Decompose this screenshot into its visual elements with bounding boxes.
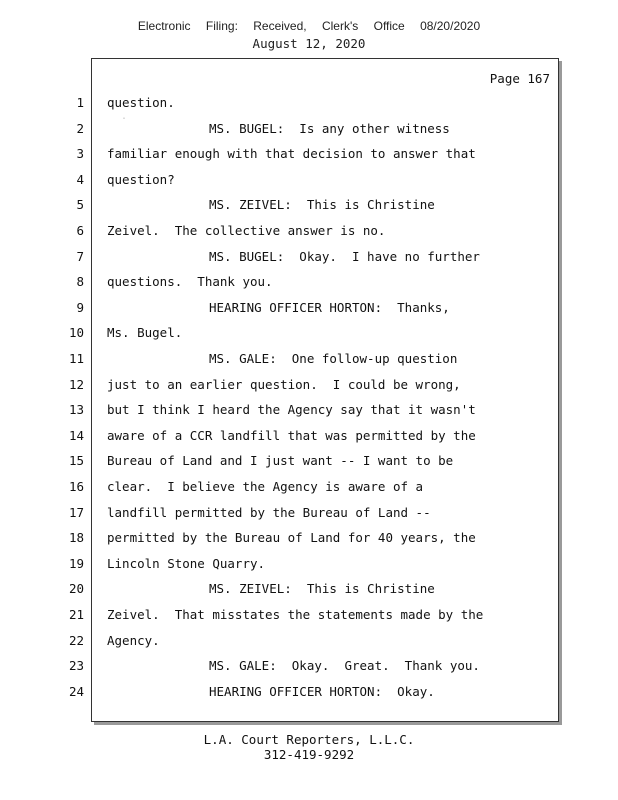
- line-text: MS. GALE: Okay. Great. Thank you.: [209, 658, 480, 674]
- line-text: MS. ZEIVEL: This is Christine: [209, 197, 435, 213]
- page-number: Page 167: [489, 71, 550, 86]
- line-number: 3: [76, 146, 84, 162]
- hearing-date: August 12, 2020: [252, 36, 366, 51]
- transcript-line: [0, 683, 618, 701]
- reporter-footer: [0, 732, 618, 762]
- transcript-line: [0, 120, 618, 138]
- filing-word: Clerk's: [321, 19, 359, 33]
- line-text: aware of a CCR landfill that was permitted by the: [107, 427, 476, 443]
- transcript-line: [0, 324, 618, 342]
- line-number: 6: [76, 223, 84, 238]
- line-number: 21: [68, 607, 84, 622]
- line-text: Zeivel. That misstates the statements made by the: [107, 607, 484, 622]
- line-number: 11: [68, 351, 84, 366]
- line-text: landfill permitted by the Bureau of Land --: [107, 504, 431, 520]
- line-number: 14: [68, 427, 84, 443]
- transcript-line: [0, 580, 618, 598]
- line-number: 24: [68, 683, 84, 699]
- reporter-phone: 312-419-9292: [263, 747, 355, 762]
- transcript-line: [0, 273, 618, 291]
- filing-word: Electronic: [137, 19, 191, 33]
- line-text: Zeivel. The collective answer is no.: [107, 223, 386, 238]
- line-number: 17: [68, 504, 84, 520]
- transcript-line: [0, 401, 618, 419]
- line-number: 7: [76, 248, 84, 264]
- line-text: clear. I believe the Agency is aware of a: [107, 479, 424, 494]
- transcript-line: [0, 504, 618, 522]
- line-number: 12: [68, 376, 84, 392]
- line-number: 9: [76, 299, 84, 315]
- line-number: 20: [68, 581, 84, 597]
- reporter-company: L.A. Court Reporters, L.L.C.: [203, 732, 415, 747]
- line-text: MS. BUGEL: Okay. I have no further: [209, 248, 480, 264]
- line-text: Agency.: [107, 632, 160, 648]
- transcript-line: [0, 299, 618, 317]
- line-text: question?: [107, 171, 175, 187]
- line-text: Ms. Bugel.: [107, 325, 183, 341]
- transcript-line: [0, 555, 618, 573]
- filing-stamp: [0, 18, 618, 35]
- transcript-line: [0, 478, 618, 496]
- line-text: Lincoln Stone Quarry.: [107, 555, 266, 571]
- line-text: but I think I heard the Agency say that it wasn't: [107, 402, 476, 418]
- line-text: MS. ZEIVEL: This is Christine: [209, 581, 435, 597]
- filing-word: 08/20/2020: [420, 19, 481, 33]
- line-number: 8: [76, 274, 84, 290]
- line-number: 5: [76, 197, 84, 213]
- stray-mark: ˙: [122, 117, 126, 126]
- line-number: 18: [68, 530, 84, 546]
- line-text: Bureau of Land and I just want -- I want to be: [107, 453, 454, 469]
- filing-header: [0, 18, 618, 52]
- line-number: 15: [68, 453, 84, 469]
- transcript-line: [0, 145, 618, 163]
- transcript-line: [0, 171, 618, 189]
- line-number: 13: [68, 402, 84, 418]
- line-text: MS. GALE: One follow-up question: [209, 351, 458, 366]
- line-number: 1: [76, 95, 84, 110]
- transcript-line: [0, 196, 618, 214]
- transcript-line: [0, 452, 618, 470]
- line-text: familiar enough with that decision to answer that: [107, 146, 476, 162]
- transcript-line: [0, 529, 618, 547]
- line-text: HEARING OFFICER HORTON: Okay.: [209, 683, 435, 699]
- line-text: HEARING OFFICER HORTON: Thanks,: [209, 299, 450, 315]
- line-number: 23: [68, 658, 84, 674]
- line-text: questions. Thank you.: [107, 274, 273, 290]
- line-text: permitted by the Bureau of Land for 40 years, the: [107, 530, 476, 546]
- transcript-line: [0, 222, 618, 240]
- transcript-line: [0, 376, 618, 394]
- line-number: 16: [68, 479, 84, 494]
- line-number: 10: [68, 325, 84, 341]
- line-number: 22: [68, 632, 84, 648]
- transcript-line: [0, 94, 618, 112]
- line-text: question.: [107, 95, 175, 110]
- filing-word: Received,: [253, 19, 307, 33]
- transcript-line: [0, 632, 618, 650]
- line-number: 4: [76, 171, 84, 187]
- transcript-line: [0, 427, 618, 445]
- line-number: 19: [68, 555, 84, 571]
- transcript-line: [0, 657, 618, 675]
- transcript-line: [0, 350, 618, 368]
- transcript-line: [0, 248, 618, 266]
- line-number: 2: [76, 120, 84, 136]
- filing-word: Filing:: [205, 19, 238, 33]
- filing-word: Office: [373, 19, 405, 33]
- transcript-line: [0, 606, 618, 624]
- line-text: just to an earlier question. I could be wrong,: [107, 376, 461, 392]
- line-text: MS. BUGEL: Is any other witness: [209, 120, 450, 136]
